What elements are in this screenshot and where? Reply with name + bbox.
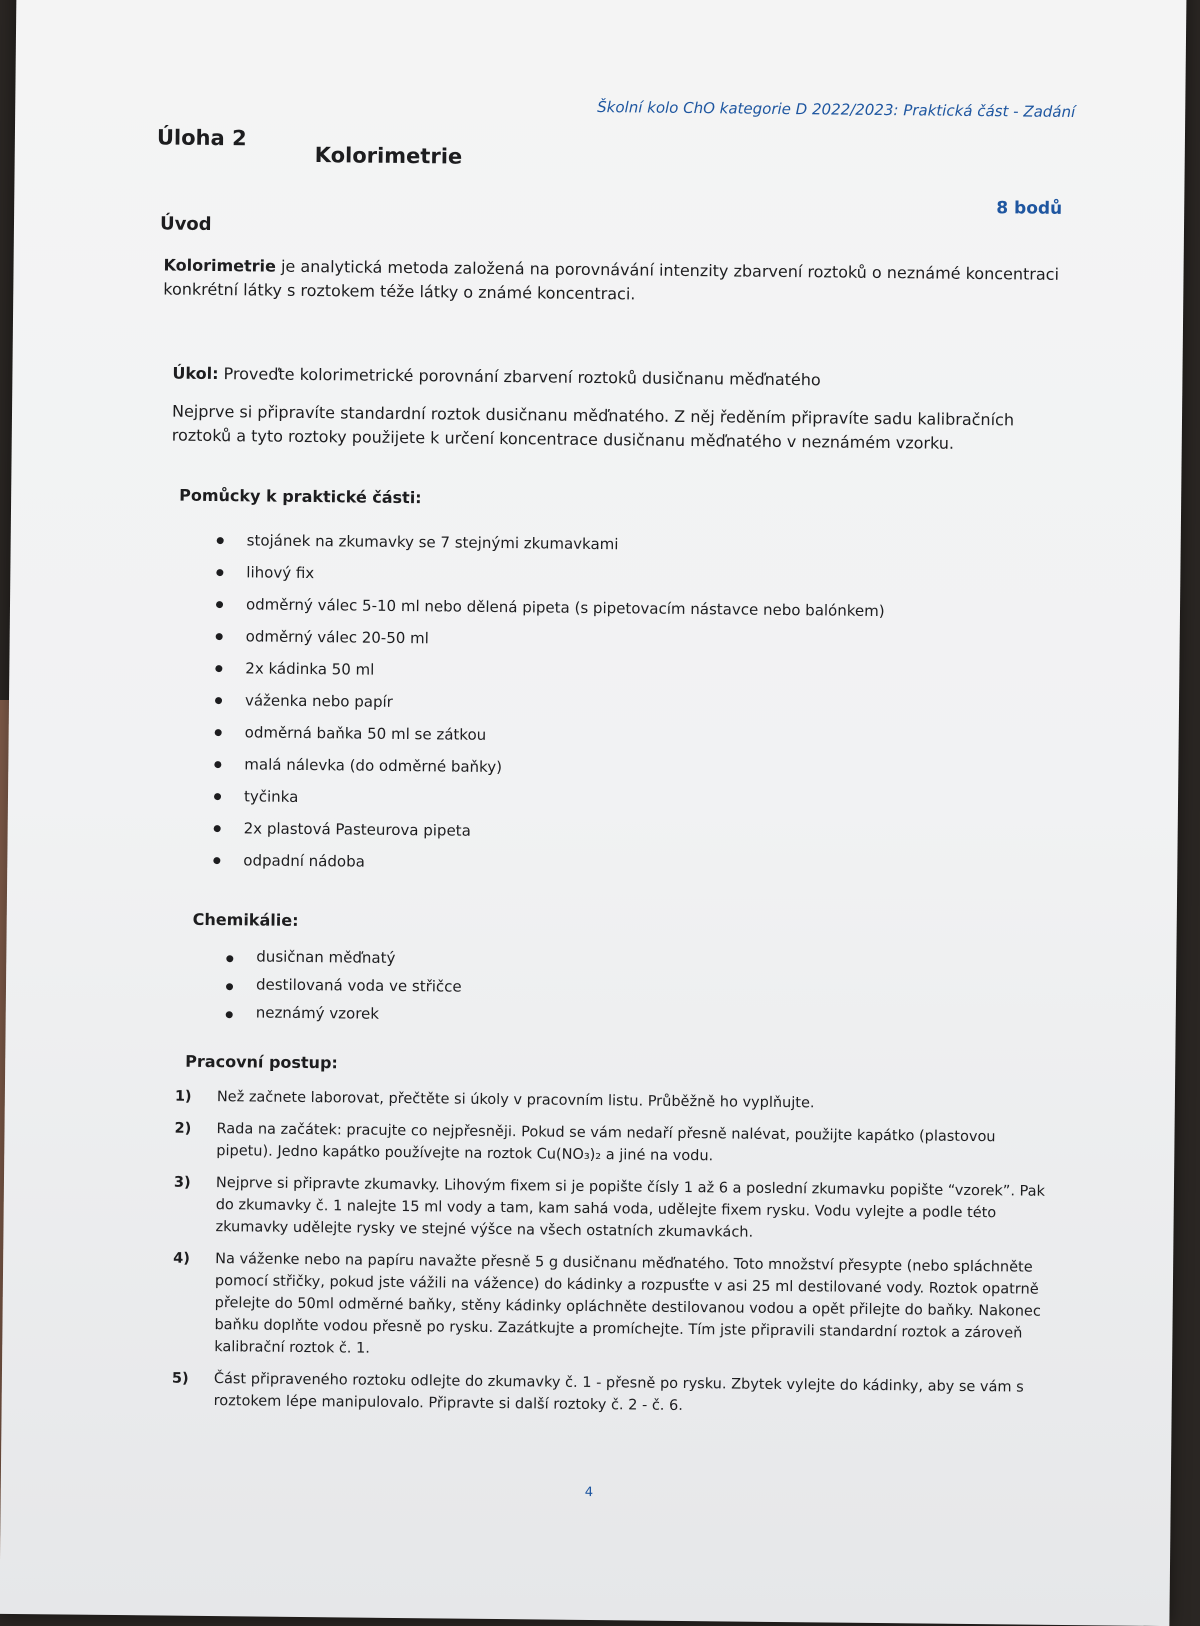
list-item: malá nálevka (do odměrné baňky) (208, 748, 883, 787)
assignment-paragraph: Nejprve si připravíte standardní roztok dusičnanu měďnatého. Z něj ředěním připravíte sadu kalibračních roztoků a tyto roztoky použijete k určení koncentrace dusičnanu měďnatého v neznámém vzorku. (171, 401, 1015, 453)
step-number: 2) (174, 1120, 192, 1137)
step-number: 5) (171, 1370, 189, 1387)
procedure-step (174, 1118, 1054, 1171)
points-label: 8 bodů (996, 198, 1063, 219)
list-item: odměrný válec 20-50 ml (210, 620, 885, 659)
step-number: 3) (173, 1174, 191, 1191)
chemicals-list (220, 942, 463, 1029)
procedure-step (172, 1248, 1053, 1367)
step-number: 4) (173, 1250, 190, 1267)
intro-term: Kolorimetrie (163, 255, 277, 276)
list-item: tyčinka (208, 780, 883, 819)
assignment-line (172, 364, 820, 390)
competition-header: Školní kolo ChO kategorie D 2022/2023: Praktická část - Zadání (597, 98, 1076, 122)
list-item: odměrná baňka 50 ml se zátkou (209, 716, 884, 755)
step-number: 1) (174, 1088, 192, 1105)
step-text: Než začnete laborovat, přečtěte si úkoly v pracovním listu. Průběžně ho vyplňujte. (216, 1089, 815, 1112)
task-number: Úloha 2 (156, 125, 247, 151)
list-item: odměrný válec 5-10 ml nebo dělená pipeta (s pipetovacím nástavce nebo balónkem) (210, 588, 885, 627)
intro-paragraph (163, 253, 1063, 310)
assignment-text: Proveďte kolorimetrické porovnání zbarvení roztoků dusičnanu měďnatého (218, 364, 821, 390)
procedure-step (173, 1172, 1054, 1247)
procedure-heading: Pracovní postup: (185, 1051, 338, 1073)
assignment-label: Úkol: (172, 363, 219, 384)
intro-heading: Úvod (159, 213, 212, 235)
procedure-steps (171, 1086, 1054, 1431)
list-item: stojánek na zkumavky se 7 stejnými zkumavkami (211, 524, 886, 563)
list-item: neznámý vzorek (220, 998, 462, 1029)
list-item: 2x kádinka 50 ml (209, 652, 884, 691)
step-text: Nejprve si připravte zkumavky. Lihovým fixem si je popište čísly 1 až 6 a poslední zkumavku popište “vzorek”. Pak do zkumavky č. 1 nalejte 15 ml vody a tam, kam sahá voda, udělejte fixem rysku. Vodu vylejte a podle této zkumavky udělejte rysky ve stejné výšce na všech ostatních zkumavkách. (215, 1175, 1046, 1241)
procedure-step (172, 1368, 1052, 1421)
intro-text: je analytická metoda založená na porovnávání intenzity zbarvení roztoků o neznámé koncentraci konkrétní látky s roztokem téže látky o známé koncentraci. (163, 256, 1060, 304)
list-item: 2x plastová Pasteurova pipeta (208, 812, 883, 851)
page-number: 4 (584, 1484, 594, 1501)
task-title: Kolorimetrie (314, 143, 463, 169)
list-item: lihový fix (210, 556, 885, 595)
list-item: váženka nebo papír (209, 684, 884, 723)
chemicals-heading: Chemikálie: (192, 909, 299, 930)
step-text: Rada na začátek: pracujte co nejpřesněji. Pokud se vám nedaří přesně nalévat, použijte kapátko (plastovou pipetu). Jedno kapátko používejte na roztok Cu(NO₃)₂ a jiné na vodu. (216, 1121, 996, 1165)
aids-heading: Pomůcky k praktické části: (179, 485, 422, 508)
procedure-step (175, 1086, 1055, 1117)
step-text: Na váženke nebo na papíru navažte přesně 5 g dusičnanu měďnatého. Toto množství přesypte (nebo spláchněte pomocí střičky, pokud jste vážili na vážence) do kádinky a rozpusťte v asi 25 ml destilované vody. Roztok opatrně přelejte do 50ml odměrné baňky, stěny kádinky opláchněte destilovanou vodou a opět přilejte do baňky. Nakonec baňku doplňte vodou přesně po rysku. Zazátkujte a promíchejte. Tím jste připravili standardní roztok a zároveň kalibrační roztok č. 1. (214, 1251, 1041, 1357)
step-text: Část připraveného roztoku odlejte do zkumavky č. 1 - přesně po rysku. Zbytek vylejte do kádinky, aby se vám s roztokem lépe manipulovalo. Připravte si další roztoky č. 2 - č. 6. (213, 1371, 1024, 1414)
list-item: dusičnan měďnatý (220, 942, 462, 973)
list-item: destilovaná voda ve střičce (220, 970, 462, 1001)
aids-list (207, 524, 885, 883)
list-item: odpadní nádoba (207, 844, 882, 883)
